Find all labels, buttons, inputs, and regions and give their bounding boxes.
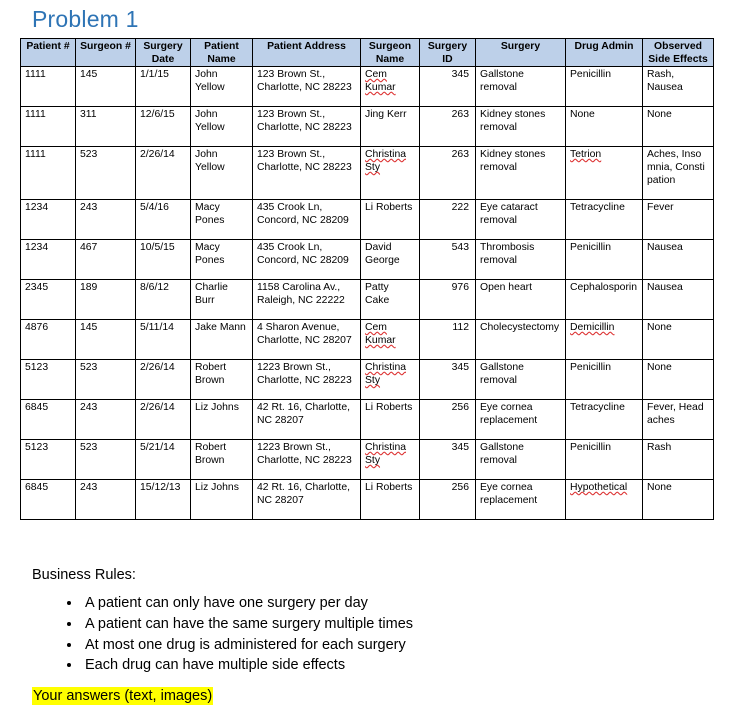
- patient-num-cell: 1234: [21, 240, 76, 280]
- surgeon-num-cell: 467: [76, 240, 136, 280]
- surgery-date-cell: 5/11/14: [136, 320, 191, 360]
- business-rules-list: [32, 593, 413, 676]
- header-patient-address: Patient Address: [253, 39, 361, 67]
- patient-num-cell: 5123: [21, 360, 76, 400]
- patient-name-cell: Liz Johns: [191, 400, 253, 440]
- surgeon-name-cell: Li Roberts: [361, 400, 420, 440]
- surgeon-name-cell: [361, 360, 420, 400]
- side-effects-cell: Rash: [643, 440, 714, 480]
- surgery-cell: Kidney stones removal: [476, 107, 566, 147]
- surgery-id-cell: 976: [420, 280, 476, 320]
- header-patient-num: Patient #: [21, 39, 76, 67]
- list-item: • Each drug can have multiple side effects: [82, 655, 413, 676]
- patient-num-cell: 2345: [21, 280, 76, 320]
- surgery-date-cell: 12/6/15: [136, 107, 191, 147]
- header-surgeon-num: Surgeon #: [76, 39, 136, 67]
- table-row: [21, 360, 714, 400]
- drug-admin-cell: Penicillin: [566, 240, 643, 280]
- table-row: [21, 280, 714, 320]
- patient-num-cell: 4876: [21, 320, 76, 360]
- surgeon-num-cell: 243: [76, 480, 136, 520]
- patient-address-cell: 1158 Carolina Av., Raleigh, NC 22222: [253, 280, 361, 320]
- table-row: [21, 320, 714, 360]
- surgeon-num-cell: 243: [76, 200, 136, 240]
- side-effects-cell: Nausea: [643, 240, 714, 280]
- surgery-cell: Thrombosis removal: [476, 240, 566, 280]
- patient-name-cell: Liz Johns: [191, 480, 253, 520]
- surgeon-name-cell: [361, 440, 420, 480]
- business-rules-heading: Business Rules:: [32, 567, 136, 583]
- patient-address-cell: 123 Brown St., Charlotte, NC 28223: [253, 147, 361, 200]
- side-effects-cell: Nausea: [643, 280, 714, 320]
- patient-name-cell: Macy Pones: [191, 200, 253, 240]
- patient-address-cell: 1223 Brown St., Charlotte, NC 28223: [253, 360, 361, 400]
- header-surgery-id: Surgery ID: [420, 39, 476, 67]
- drug-admin-cell: [566, 480, 643, 520]
- header-surgery: Surgery: [476, 39, 566, 67]
- table-row: [21, 240, 714, 280]
- patient-address-cell: 42 Rt. 16, Charlotte, NC 28207: [253, 480, 361, 520]
- patient-name-cell: Jake Mann: [191, 320, 253, 360]
- surgeon-name-cell: Li Roberts: [361, 200, 420, 240]
- table-row: [21, 400, 714, 440]
- patient-name-cell: John Yellow: [191, 107, 253, 147]
- spellcheck-underline: Christina Sty: [365, 362, 406, 386]
- surgeon-name-cell: Li Roberts: [361, 480, 420, 520]
- surgery-cell: Gallstone removal: [476, 360, 566, 400]
- drug-admin-cell: Tetracycline: [566, 400, 643, 440]
- surgery-date-cell: 2/26/14: [136, 147, 191, 200]
- drug-admin-cell: Cephalosporin: [566, 280, 643, 320]
- spellcheck-underline: Tetrion: [570, 149, 602, 160]
- patient-name-cell: Charlie Burr: [191, 280, 253, 320]
- header-row: [21, 39, 714, 67]
- surgeon-name-cell: [361, 67, 420, 107]
- surgery-cell: Eye cornea replacement: [476, 480, 566, 520]
- patient-address-cell: 42 Rt. 16, Charlotte, NC 28207: [253, 400, 361, 440]
- surgeon-num-cell: 189: [76, 280, 136, 320]
- surgery-date-cell: 5/4/16: [136, 200, 191, 240]
- surgery-data-table: [20, 38, 714, 520]
- surgery-id-cell: 263: [420, 147, 476, 200]
- patient-num-cell: 6845: [21, 480, 76, 520]
- surgeon-name-cell: Jing Kerr: [361, 107, 420, 147]
- patient-address-cell: 123 Brown St., Charlotte, NC 28223: [253, 107, 361, 147]
- drug-admin-cell: Tetracycline: [566, 200, 643, 240]
- surgery-date-cell: 8/6/12: [136, 280, 191, 320]
- surgeon-num-cell: 145: [76, 320, 136, 360]
- surgery-cell: Eye cataract removal: [476, 200, 566, 240]
- patient-num-cell: 6845: [21, 400, 76, 440]
- patient-name-cell: Macy Pones: [191, 240, 253, 280]
- patient-num-cell: 1111: [21, 107, 76, 147]
- patient-name-cell: John Yellow: [191, 147, 253, 200]
- surgeon-name-cell: David George: [361, 240, 420, 280]
- surgeon-num-cell: 523: [76, 147, 136, 200]
- surgery-id-cell: 256: [420, 480, 476, 520]
- drug-admin-cell: Penicillin: [566, 360, 643, 400]
- surgeon-name-cell: Patty Cake: [361, 280, 420, 320]
- patient-address-cell: 123 Brown St., Charlotte, NC 28223: [253, 67, 361, 107]
- patient-address-cell: 435 Crook Ln, Concord, NC 28209: [253, 240, 361, 280]
- surgery-id-cell: 222: [420, 200, 476, 240]
- surgeon-name-cell: [361, 320, 420, 360]
- surgery-cell: Cholecystectomy: [476, 320, 566, 360]
- patient-address-cell: 435 Crook Ln, Concord, NC 28209: [253, 200, 361, 240]
- table-row: [21, 107, 714, 147]
- spellcheck-underline: Cem Kumar: [365, 69, 396, 93]
- surgery-id-cell: 112: [420, 320, 476, 360]
- surgery-date-cell: 1/1/15: [136, 67, 191, 107]
- patient-num-cell: 1111: [21, 147, 76, 200]
- surgeon-num-cell: 311: [76, 107, 136, 147]
- spellcheck-underline: Hypothetical: [570, 482, 628, 493]
- list-item: • A patient can only have one surgery per day: [82, 593, 413, 614]
- patient-num-cell: 5123: [21, 440, 76, 480]
- header-patient-name: Patient Name: [191, 39, 253, 67]
- surgery-id-cell: 345: [420, 440, 476, 480]
- table-row: [21, 67, 714, 107]
- list-item: • At most one drug is administered for each surgery: [82, 635, 413, 656]
- spellcheck-underline: Christina Sty: [365, 442, 406, 466]
- header-drug-admin: Drug Admin: [566, 39, 643, 67]
- header-surgery-date: Surgery Date: [136, 39, 191, 67]
- drug-admin-cell: None: [566, 107, 643, 147]
- patient-num-cell: 1234: [21, 200, 76, 240]
- surgeon-num-cell: 145: [76, 67, 136, 107]
- table-row: [21, 480, 714, 520]
- surgery-id-cell: 543: [420, 240, 476, 280]
- surgeon-num-cell: 523: [76, 360, 136, 400]
- patient-num-cell: 1111: [21, 67, 76, 107]
- surgery-date-cell: 5/21/14: [136, 440, 191, 480]
- surgery-cell: Gallstone removal: [476, 67, 566, 107]
- surgeon-name-cell: [361, 147, 420, 200]
- surgery-id-cell: 263: [420, 107, 476, 147]
- surgery-cell: Gallstone removal: [476, 440, 566, 480]
- surgery-cell: Eye cornea replacement: [476, 400, 566, 440]
- header-surgeon-name: Surgeon Name: [361, 39, 420, 67]
- side-effects-cell: Rash, Nausea: [643, 67, 714, 107]
- surgery-cell: Open heart: [476, 280, 566, 320]
- drug-admin-cell: Penicillin: [566, 67, 643, 107]
- patient-name-cell: Robert Brown: [191, 360, 253, 400]
- spellcheck-underline: Cem Kumar: [365, 322, 396, 346]
- surgery-date-cell: 2/26/14: [136, 400, 191, 440]
- surgery-date-cell: 2/26/14: [136, 360, 191, 400]
- surgeon-num-cell: 243: [76, 400, 136, 440]
- surgery-id-cell: 256: [420, 400, 476, 440]
- patient-name-cell: John Yellow: [191, 67, 253, 107]
- surgeon-num-cell: 523: [76, 440, 136, 480]
- drug-admin-cell: [566, 147, 643, 200]
- surgery-date-cell: 10/5/15: [136, 240, 191, 280]
- side-effects-cell: Fever: [643, 200, 714, 240]
- header-side-effects: Observed Side Effects: [643, 39, 714, 67]
- side-effects-cell: None: [643, 107, 714, 147]
- drug-admin-cell: [566, 320, 643, 360]
- surgery-id-cell: 345: [420, 360, 476, 400]
- answer-prompt-highlight: Your answers (text, images): [33, 688, 213, 704]
- spellcheck-underline: Demicillin: [570, 322, 615, 333]
- patient-address-cell: 4 Sharon Avenue, Charlotte, NC 28207: [253, 320, 361, 360]
- table-row: [21, 200, 714, 240]
- drug-admin-cell: Penicillin: [566, 440, 643, 480]
- page-title: Problem 1: [32, 6, 139, 32]
- side-effects-cell: None: [643, 480, 714, 520]
- side-effects-cell: Aches, Insomnia, Constipation: [643, 147, 714, 200]
- patient-address-cell: 1223 Brown St., Charlotte, NC 28223: [253, 440, 361, 480]
- surgery-date-cell: 15/12/13: [136, 480, 191, 520]
- surgery-cell: Kidney stones removal: [476, 147, 566, 200]
- spellcheck-underline: Christina Sty: [365, 149, 406, 173]
- list-item: • A patient can have the same surgery multiple times: [82, 614, 413, 635]
- table-row: [21, 440, 714, 480]
- side-effects-cell: None: [643, 360, 714, 400]
- side-effects-cell: Fever, Headaches: [643, 400, 714, 440]
- side-effects-cell: None: [643, 320, 714, 360]
- table-row: [21, 147, 714, 200]
- surgery-id-cell: 345: [420, 67, 476, 107]
- patient-name-cell: Robert Brown: [191, 440, 253, 480]
